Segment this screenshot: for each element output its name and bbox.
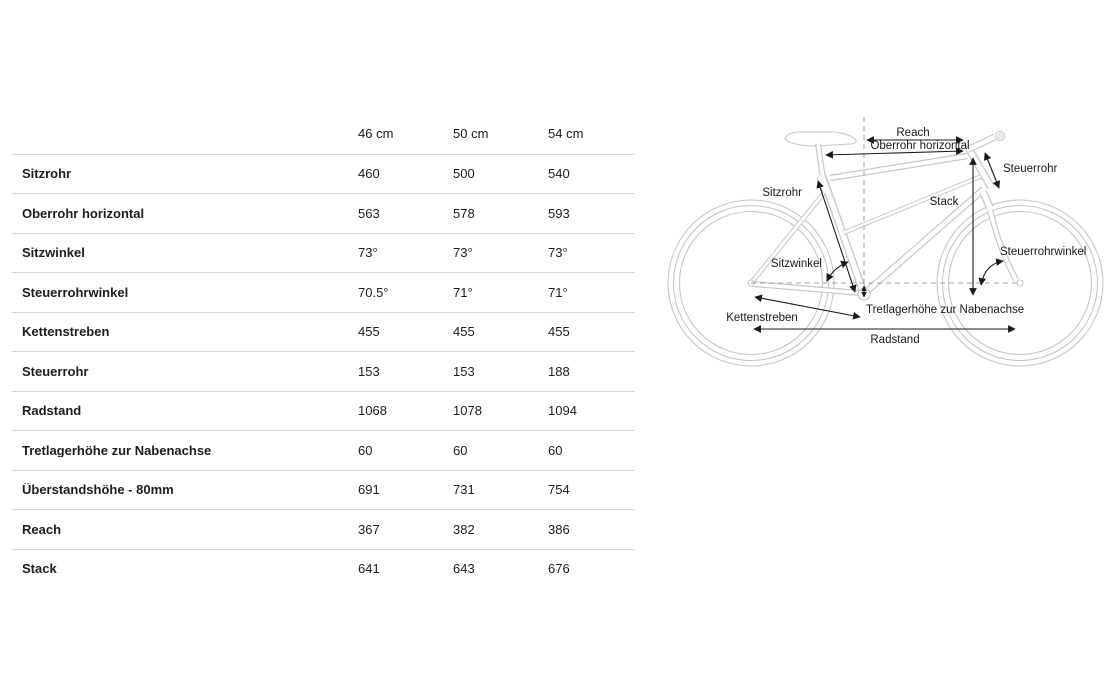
row-value: 153	[358, 364, 380, 378]
column-header-46: 46 cm	[358, 127, 394, 141]
table-row	[12, 351, 635, 391]
row-value: 578	[453, 206, 475, 220]
row-value: 386	[548, 522, 570, 536]
row-label: Kettenstreben	[22, 325, 110, 339]
row-value: 188	[548, 364, 570, 378]
diagram-label-oberrohr: Oberrohr horizontal	[870, 140, 970, 152]
table-header-row	[12, 114, 635, 154]
diagram-label-sitzwinkel: Sitzwinkel	[770, 258, 822, 270]
diagram-label-reach: Reach	[896, 127, 930, 139]
row-value: 70.5°	[358, 285, 389, 299]
row-value: 60	[548, 443, 563, 457]
row-value: 641	[358, 562, 380, 576]
row-value: 73°	[548, 246, 568, 260]
row-label: Oberrohr horizontal	[22, 206, 145, 220]
diagram-label-kettenstreben: Kettenstreben	[726, 312, 798, 324]
column-header-50: 50 cm	[453, 127, 489, 141]
table-row	[12, 233, 635, 273]
column-header-54: 54 cm	[548, 127, 584, 141]
row-value: 500	[453, 167, 475, 181]
geometry-table	[12, 114, 635, 588]
row-value: 1094	[548, 404, 577, 418]
row-label: Überstandshöhe - 80mm	[22, 483, 174, 497]
diagram-label-tretlager: Tretlagerhöhe zur Nabenachse	[866, 304, 1025, 316]
diagram-label-radstand: Radstand	[870, 334, 920, 346]
row-value: 754	[548, 483, 570, 497]
sitzrohr-arrow	[818, 181, 855, 292]
sitzwinkel-arc	[827, 262, 848, 281]
row-label: Tretlagerhöhe zur Nabenachse	[22, 443, 212, 457]
row-label: Steuerrohr	[22, 364, 89, 378]
row-value: 71°	[453, 285, 473, 299]
geometry-table-body	[12, 154, 635, 589]
row-value: 71°	[548, 285, 568, 299]
table-row	[12, 470, 635, 510]
row-label: Reach	[22, 522, 62, 536]
steuerrohrwinkel-arc	[981, 261, 1003, 285]
row-value: 455	[453, 325, 475, 339]
row-label: Steuerrohrwinkel	[22, 285, 129, 299]
row-value: 460	[358, 167, 380, 181]
row-value: 73°	[358, 246, 378, 260]
table-row	[12, 193, 635, 233]
row-value: 382	[453, 522, 475, 536]
table-row	[12, 272, 635, 312]
row-value: 540	[548, 167, 570, 181]
bike-geometry-diagram	[660, 110, 1119, 390]
diagram-label-sitzrohr: Sitzrohr	[762, 187, 802, 199]
row-value: 60	[453, 443, 468, 457]
table-row	[12, 430, 635, 470]
row-value: 731	[453, 483, 475, 497]
row-value: 643	[453, 562, 475, 576]
row-label: Stack	[22, 562, 57, 576]
row-value: 691	[358, 483, 380, 497]
table-row	[12, 154, 635, 194]
diagram-label-steuerrohr: Steuerrohr	[1003, 163, 1058, 175]
row-value: 1078	[453, 404, 482, 418]
row-label: Sitzwinkel	[22, 246, 85, 260]
row-value: 60	[358, 443, 373, 457]
row-value: 73°	[453, 246, 473, 260]
table-row	[12, 509, 635, 549]
diagram-labels	[726, 127, 1086, 346]
diagram-label-stack: Stack	[929, 196, 959, 208]
diagram-label-steuerrohrwinkel: Steuerrohrwinkel	[1000, 246, 1087, 258]
row-label: Radstand	[22, 404, 82, 418]
row-value: 676	[548, 562, 570, 576]
row-value: 1068	[358, 404, 387, 418]
table-row	[12, 391, 635, 431]
table-row	[12, 312, 635, 352]
row-value: 455	[548, 325, 570, 339]
row-value: 367	[358, 522, 380, 536]
row-label: Sitzrohr	[22, 167, 72, 181]
row-value: 153	[453, 364, 475, 378]
row-value: 563	[358, 206, 380, 220]
table-row	[12, 549, 635, 589]
row-value: 593	[548, 206, 570, 220]
row-value: 455	[358, 325, 380, 339]
